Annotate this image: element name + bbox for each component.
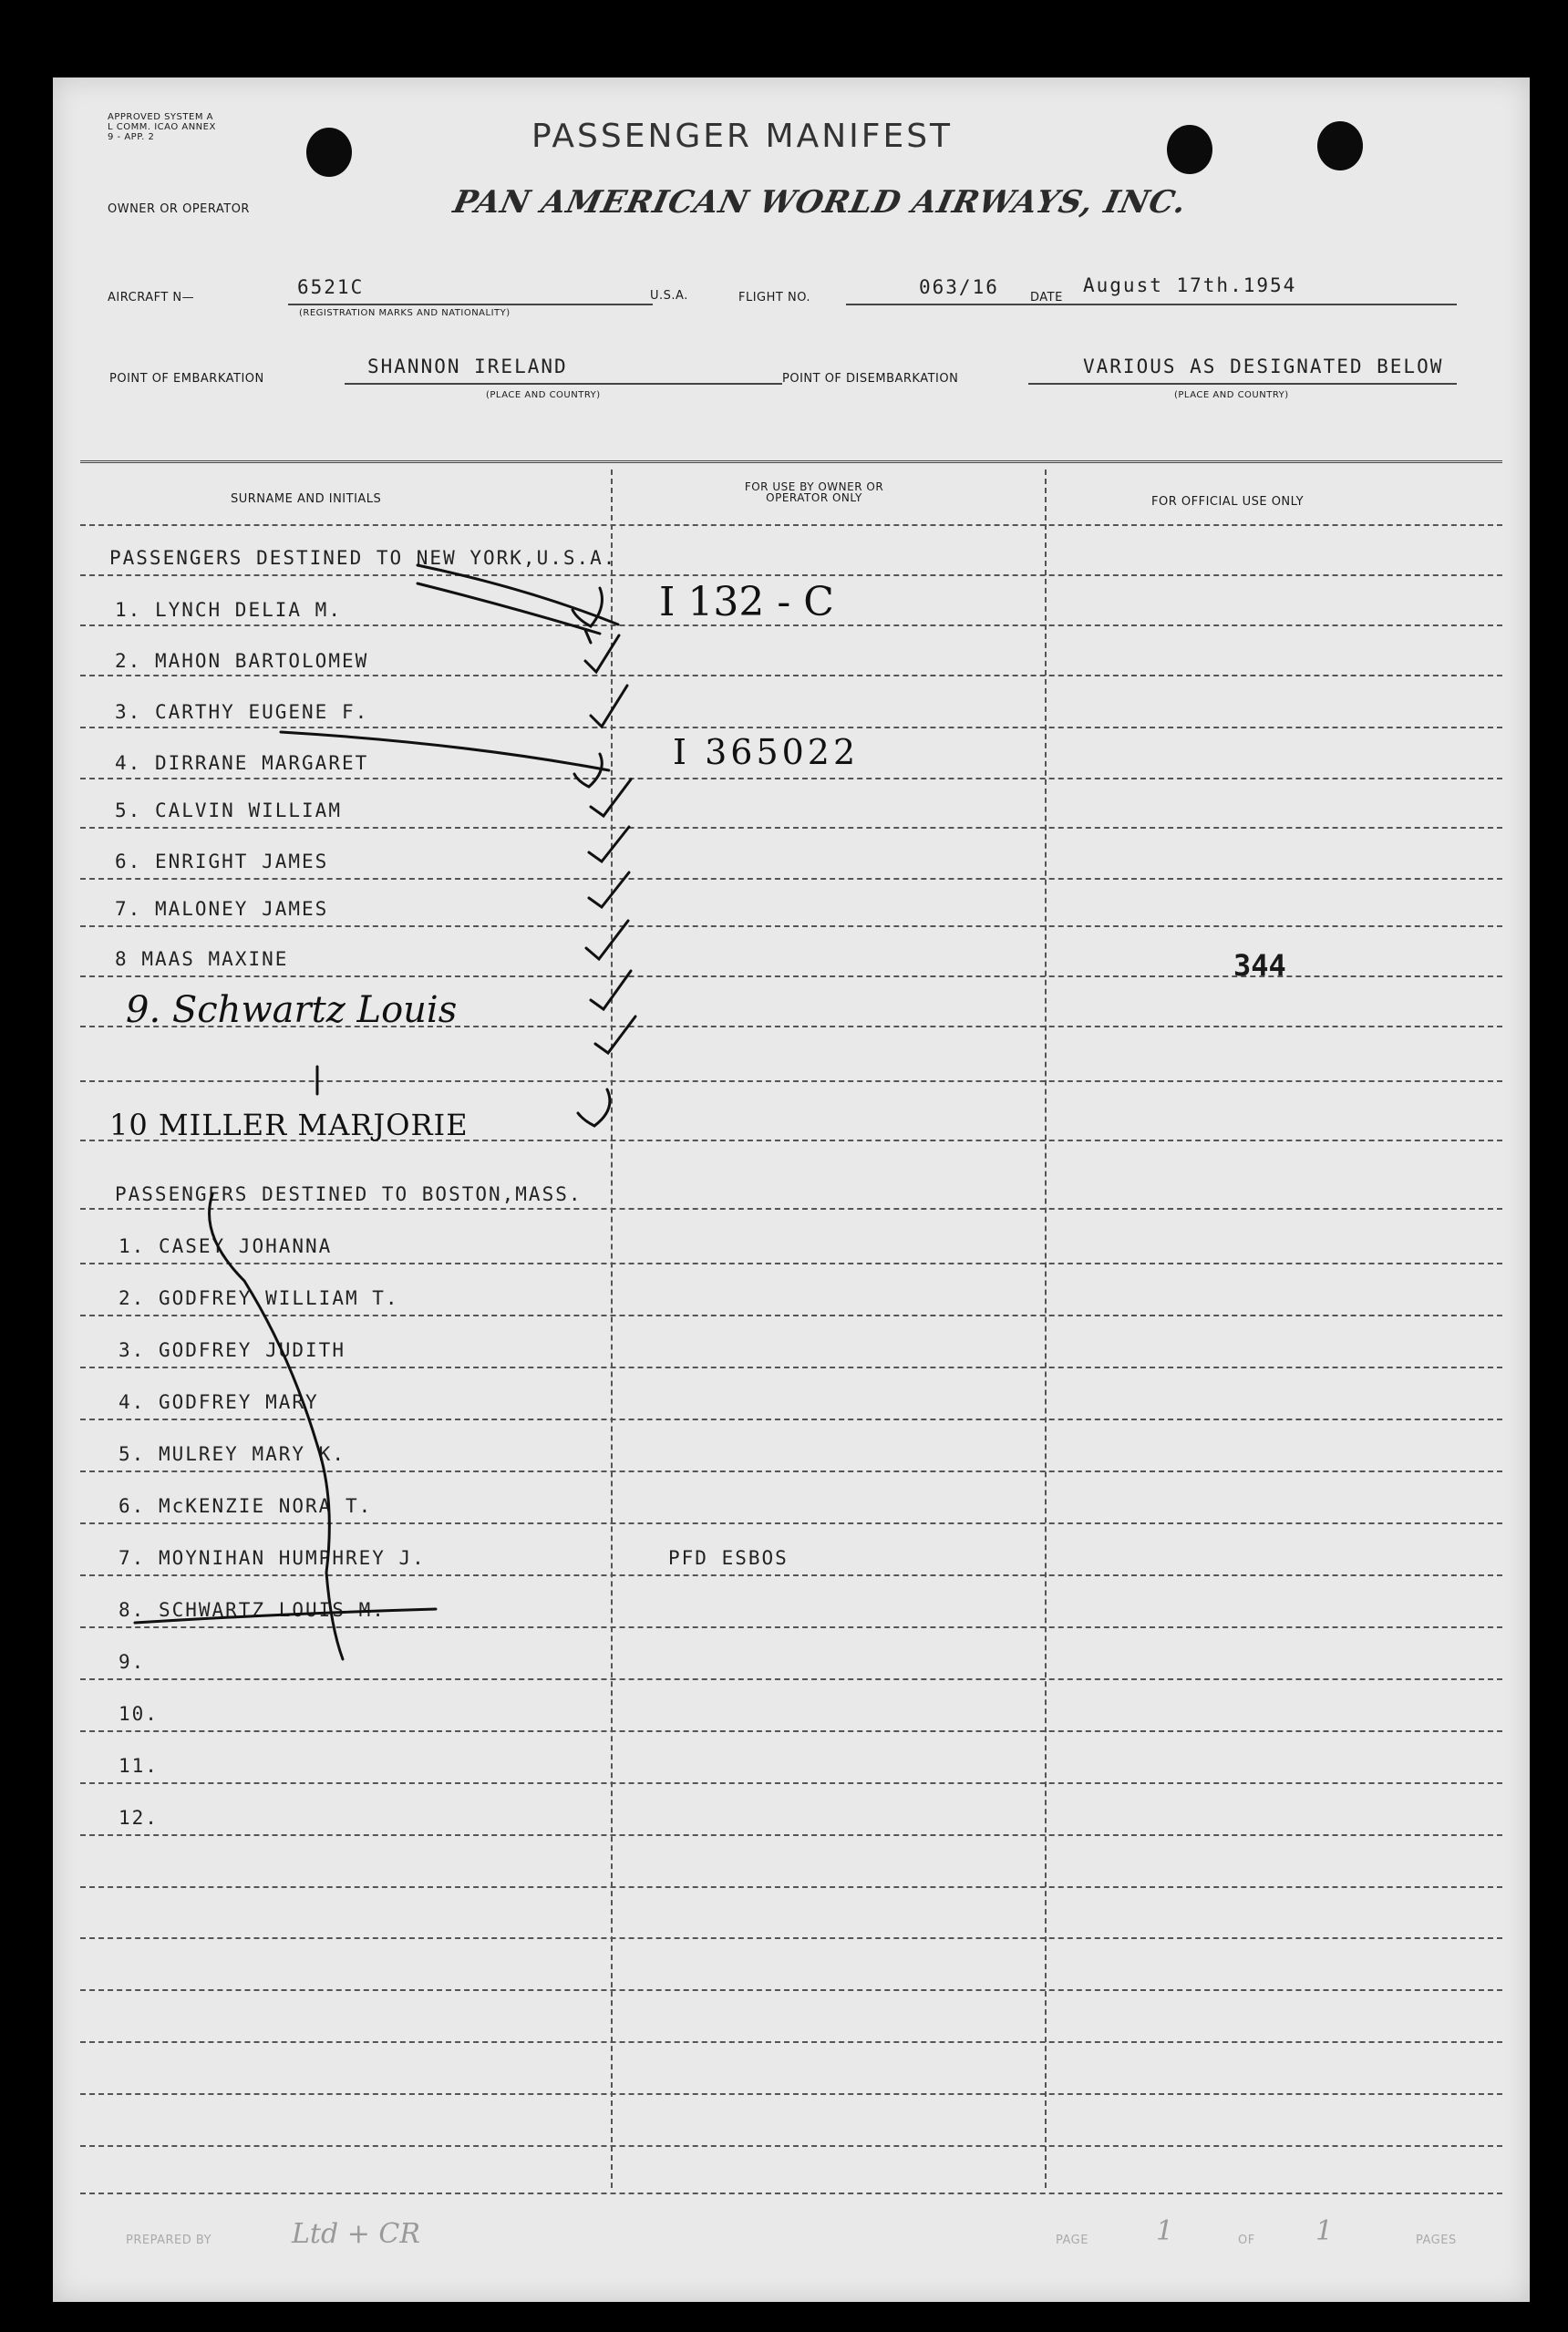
aircraft-label: AIRCRAFT N—	[108, 291, 195, 304]
passenger-name: GODFREY MARY	[158, 1391, 319, 1413]
embarkation-value: SHANNON IRELAND	[367, 356, 568, 377]
of-label: OF	[1238, 2234, 1255, 2247]
check-mark	[586, 921, 628, 959]
passenger-name: LYNCH DELIA M.	[154, 599, 342, 621]
pages-label: PAGES	[1416, 2234, 1457, 2247]
row-number: 2.	[115, 650, 142, 672]
row-number: 1.	[119, 1235, 146, 1257]
passenger-name: CASEY JOHANNA	[158, 1235, 333, 1257]
row-number: 9.	[119, 1651, 146, 1673]
row-number: 5.	[119, 1443, 146, 1465]
date-label: DATE	[1030, 291, 1063, 304]
passenger-name: SCHWARTZ LOUIS M.	[158, 1599, 386, 1621]
check-mark	[578, 1089, 610, 1126]
passenger-name: MOYNIHAN HUMPHREY J.	[158, 1547, 426, 1569]
row-number: 6.	[115, 851, 142, 872]
handwritten-annotation: I 132 - C	[659, 579, 834, 625]
row-number: 4.	[119, 1391, 146, 1413]
check-mark	[595, 1016, 635, 1053]
owner-note: PFD ESBOS	[668, 1547, 789, 1569]
passenger-name: CARTHY EUGENE F.	[154, 701, 369, 723]
flight-value: 063/16	[919, 276, 999, 298]
handwritten-entry: 10 MILLER MARJORIE	[109, 1108, 469, 1142]
row-number: 10.	[119, 1703, 159, 1725]
aircraft-value: 6521C	[297, 276, 365, 298]
section-heading-new-york: PASSENGERS DESTINED TO NEW YORK,U.S.A.	[109, 547, 617, 569]
column-header-owner: FOR USE BY OWNER OR OPERATOR ONLY	[744, 480, 884, 504]
check-mark	[591, 779, 631, 816]
passenger-name: GODFREY WILLIAM T.	[158, 1287, 399, 1309]
row-number: 8	[115, 948, 129, 970]
manifest-sheet	[53, 77, 1530, 2302]
handwritten-entry: 9. Schwartz Louis	[126, 989, 458, 1031]
section-heading-boston: PASSENGERS DESTINED TO BOSTON,MASS.	[115, 1183, 583, 1205]
row-number: 7.	[115, 898, 142, 920]
passenger-name: McKENZIE NORA T.	[158, 1495, 373, 1517]
passenger-name: CALVIN WILLIAM	[154, 800, 342, 821]
passenger-name: ENRIGHT JAMES	[154, 851, 329, 872]
row-number: 3.	[115, 701, 142, 723]
column-header-official: FOR OFFICIAL USE ONLY	[1151, 495, 1305, 509]
row-number: 1.	[115, 599, 142, 621]
strike-line	[135, 1609, 436, 1623]
row-number: 2.	[119, 1287, 146, 1309]
approval-stamp: APPROVED SYSTEM A L COMM. ICAO ANNEX 9 - APP. 2	[108, 112, 216, 142]
row-number: 5.	[115, 800, 142, 821]
disembarkation-label: POINT OF DISEMBARKATION	[782, 372, 959, 386]
check-mark	[591, 971, 631, 1009]
total-pages: 1	[1315, 2215, 1334, 2247]
row-number: 4.	[115, 752, 142, 774]
page-number: 1	[1156, 2215, 1174, 2247]
prepared-signature: Ltd + CR	[292, 2218, 420, 2250]
row-number: 12.	[119, 1807, 159, 1829]
operator-name: PAN AMERICAN WORLD AIRWAYS, INC.	[449, 184, 1191, 221]
row-number: 3.	[119, 1339, 146, 1361]
passenger-name: MAHON BARTOLOMEW	[154, 650, 369, 672]
column-header-surname: SURNAME AND INITIALS	[231, 492, 382, 506]
check-mark	[589, 872, 629, 907]
embarkation-label: POINT OF EMBARKATION	[109, 372, 264, 386]
usa-label: U.S.A.	[650, 289, 688, 303]
handwritten-annotation: I 365022	[673, 732, 860, 772]
official-number: 344	[1233, 948, 1286, 983]
check-mark	[591, 686, 627, 727]
aircraft-sublabel: (REGISTRATION MARKS AND NATIONALITY)	[299, 308, 511, 318]
row-number: 6.	[119, 1495, 146, 1517]
passenger-name: MAAS MAXINE	[141, 948, 289, 970]
flight-label: FLIGHT NO.	[738, 291, 811, 304]
check-mark	[589, 827, 629, 862]
check-mark	[573, 588, 602, 626]
passenger-name: GODFREY JUDITH	[158, 1339, 346, 1361]
row-number: 11.	[119, 1755, 159, 1777]
row-number: 8.	[119, 1599, 146, 1621]
pen-marks	[53, 77, 1530, 2302]
disembarkation-sublabel: (PLACE AND COUNTRY)	[1174, 390, 1289, 400]
page-label: PAGE	[1056, 2234, 1088, 2247]
date-value: August 17th.1954	[1083, 274, 1297, 296]
prepared-label: PREPARED BY	[126, 2234, 212, 2247]
passenger-name: MALONEY JAMES	[154, 898, 329, 920]
strike-line	[418, 565, 618, 624]
check-mark	[585, 630, 619, 672]
bracket-line	[210, 1194, 343, 1659]
passenger-name: MULREY MARY K.	[158, 1443, 346, 1465]
row-number: 7.	[119, 1547, 146, 1569]
embarkation-sublabel: (PLACE AND COUNTRY)	[486, 390, 601, 400]
disembarkation-value: VARIOUS AS DESIGNATED BELOW	[1083, 356, 1444, 377]
page-title: PASSENGER MANIFEST	[531, 118, 954, 155]
owner-label: OWNER OR OPERATOR	[108, 202, 250, 216]
check-mark	[574, 754, 602, 787]
passenger-name: DIRRANE MARGARET	[154, 752, 369, 774]
